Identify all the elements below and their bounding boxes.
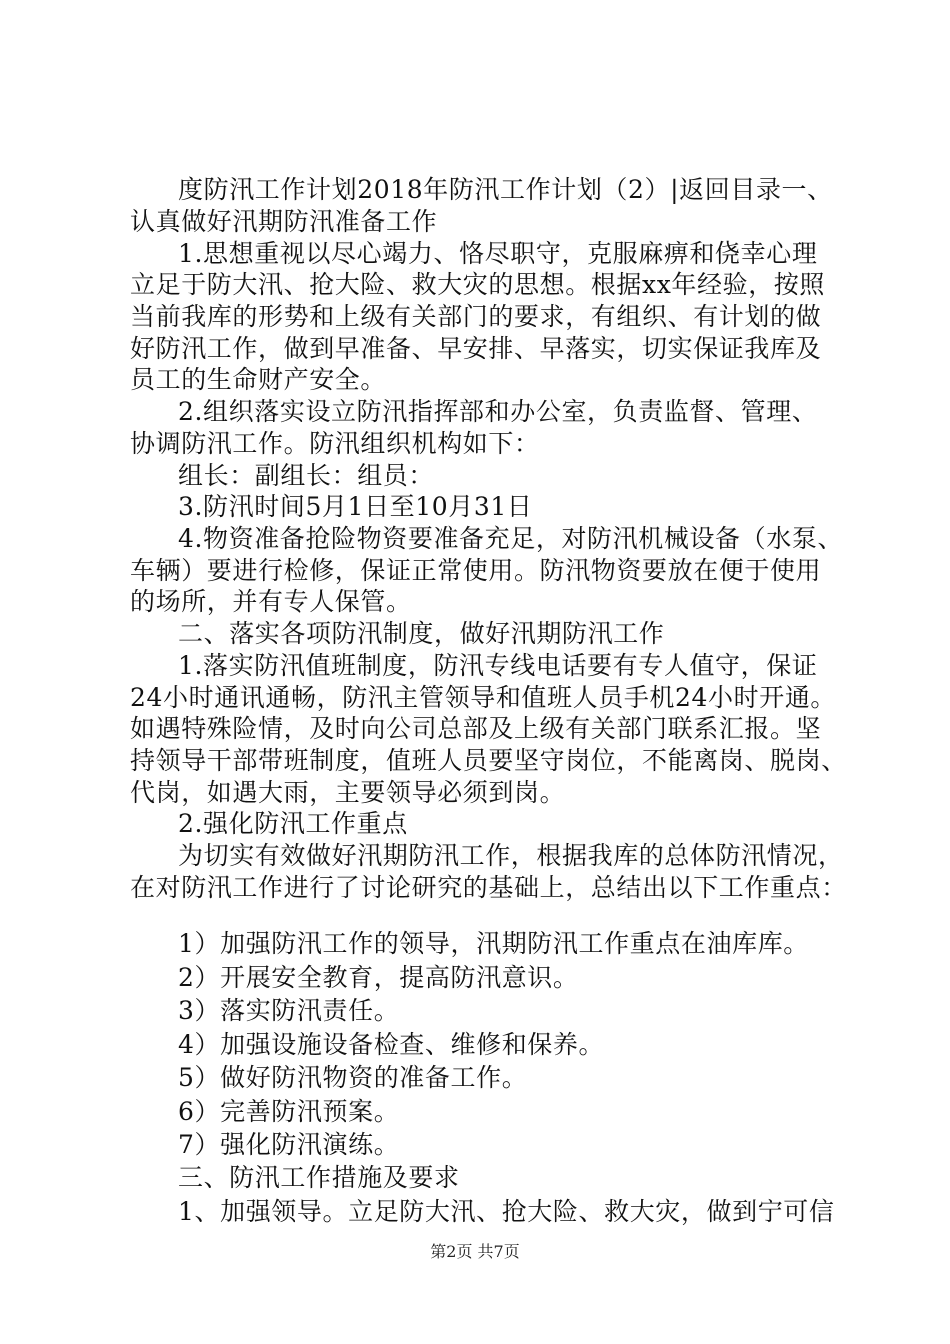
text-line: 1.落实防汛值班制度，防汛专线电话要有专人值守，保证 — [178, 651, 818, 680]
text-line: 车辆）要进行检修，保证正常使用。防汛物资要放在便于使用 — [130, 556, 822, 585]
text-line: 24小时通讯通畅，防汛主管领导和值班人员手机24小时开通。 — [130, 683, 837, 712]
text-line: 度防汛工作计划2018年防汛工作计划（2）|返回目录一、 — [178, 175, 833, 204]
text-line: 2.组织落实设立防汛指挥部和办公室，负责监督、管理、 — [178, 397, 818, 426]
text-line: 组长：副组长：组员： — [178, 461, 435, 490]
text-line: 持领导干部带班制度，值班人员要坚守岗位，不能离岗、脱岗、 — [130, 746, 847, 775]
text-line: 1、加强领导。立足防大汛、抢大险、救大灾，做到宁可信 — [178, 1197, 835, 1226]
text-line: 员工的生命财产安全。 — [130, 365, 387, 394]
text-line: 在对防汛工作进行了讨论研究的基础上，总结出以下工作重点： — [130, 873, 847, 902]
list-item: 4）加强设施设备检查、维修和保养。 — [178, 1030, 605, 1059]
text-line: 1.思想重视以尽心竭力、恪尽职守，克服麻痹和侥幸心理 — [178, 239, 818, 268]
text-line: 2.强化防汛工作重点 — [178, 809, 408, 838]
text-line: 立足于防大汛、抢大险、救大灾的思想。根据xx年经验，按照 — [130, 270, 826, 299]
text-line: 好防汛工作，做到早准备、早安排、早落实，切实保证我库及 — [130, 334, 822, 363]
text-line: 如遇特殊险情，及时向公司总部及上级有关部门联系汇报。坚 — [130, 714, 822, 743]
list-item: 3）落实防汛责任。 — [178, 996, 400, 1025]
list-item: 2）开展安全教育，提高防汛意识。 — [178, 963, 579, 992]
text-line: 3.防汛时间5月1日至10月31日 — [178, 492, 533, 521]
text-line: 当前我库的形势和上级有关部门的要求，有组织、有计划的做 — [130, 302, 822, 331]
text-line: 协调防汛工作。防汛组织机构如下： — [130, 429, 540, 458]
list-item: 5）做好防汛物资的准备工作。 — [178, 1063, 528, 1092]
list-item: 6）完善防汛预案。 — [178, 1097, 400, 1126]
text-line: 4.物资准备抢险物资要准备充足，对防汛机械设备（水泵、 — [178, 524, 844, 553]
section-heading: 三、防汛工作措施及要求 — [178, 1163, 460, 1192]
text-line: 为切实有效做好汛期防汛工作，根据我库的总体防汛情况， — [178, 841, 844, 870]
list-item: 7）强化防汛演练。 — [178, 1130, 400, 1159]
text-line: 认真做好汛期防汛准备工作 — [130, 207, 438, 236]
text-line: 的场所，并有专人保管。 — [130, 587, 412, 616]
text-line: 代岗，如遇大雨，主要领导必须到岗。 — [130, 778, 566, 807]
section-heading: 二、落实各项防汛制度，做好汛期防汛工作 — [178, 619, 665, 648]
page-number-footer: 第2页 共7页 — [430, 1242, 520, 1261]
list-item: 1）加强防汛工作的领导，汛期防汛工作重点在油库库。 — [178, 929, 809, 958]
